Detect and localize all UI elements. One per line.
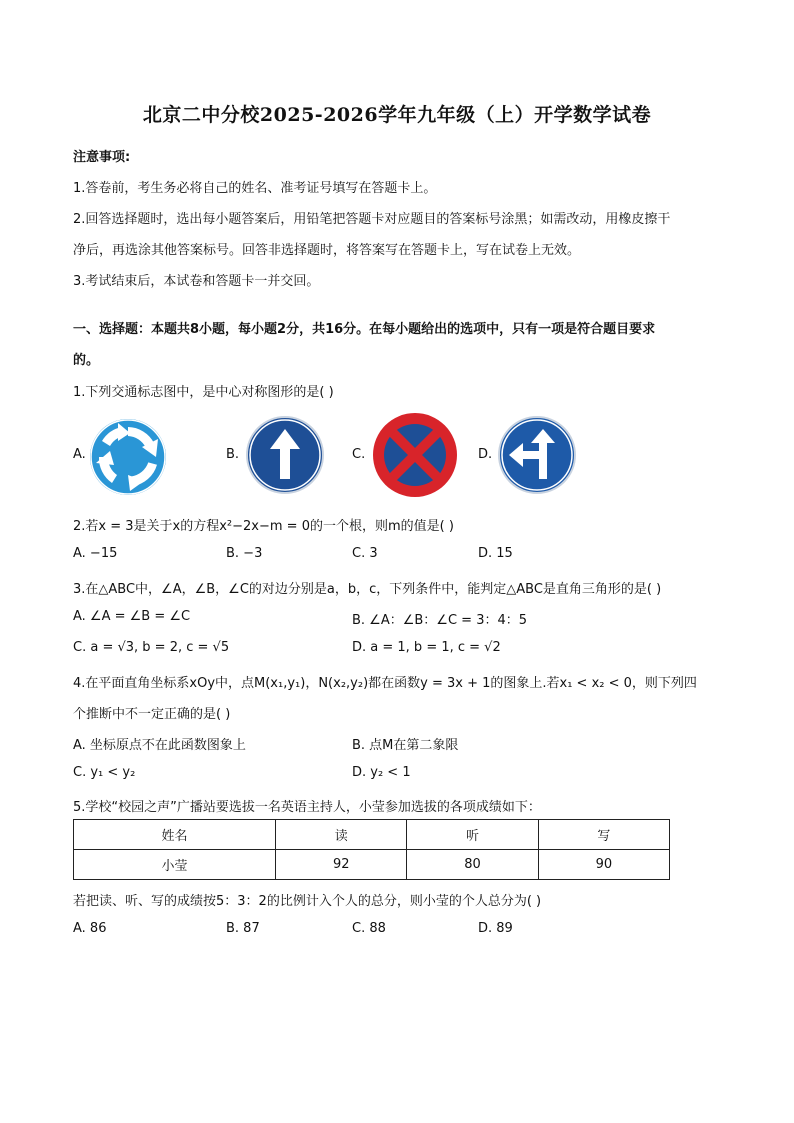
table-header-cell: 读 xyxy=(276,820,407,850)
roundabout-sign-icon xyxy=(88,417,168,497)
question-1-stem: 1.下列交通标志图中，是中心对称图形的是( ) xyxy=(73,385,334,400)
question-3-stem: 3.在△ABC中，∠A，∠B，∠C的对边分别是a，b，c，下列条件中，能判定△ABC是直角三角形的是( ) xyxy=(73,582,662,597)
table-header-cell: 姓名 xyxy=(74,820,276,850)
table-cell: 92 xyxy=(276,850,407,880)
q2-option-c: C. 3 xyxy=(352,546,378,561)
table-row xyxy=(74,850,670,880)
q5-option-b: B. 87 xyxy=(226,921,260,936)
q3-option-a: A. ∠A = ∠B = ∠C xyxy=(73,609,191,624)
table-header-cell: 写 xyxy=(538,820,669,850)
table-cell: 小莹 xyxy=(74,850,276,880)
section-heading: 一、选择题：本题共8小题，每小题2分，共16分。在每小题给出的选项中，只有一项是符合题目要求 xyxy=(73,322,656,337)
question-2-stem: 2.若x = 3是关于x的方程x²−2x−m = 0的一个根，则m的值是( ) xyxy=(73,519,454,534)
q4-option-d: D. y₂ < 1 xyxy=(352,765,411,780)
table-header-cell: 听 xyxy=(407,820,538,850)
q1-option-c-label: C. xyxy=(352,447,366,462)
q3-option-d: D. a = 1, b = 1, c = √2 xyxy=(352,640,501,655)
straight-ahead-sign-icon xyxy=(245,415,325,495)
q5-option-d: D. 89 xyxy=(478,921,513,936)
q2-option-a: A. −15 xyxy=(73,546,118,561)
page-title: 北京二中分校2025-2026学年九年级（上）开学数学试卷 xyxy=(142,104,652,126)
q3-option-b: B. ∠A：∠B：∠C = 3：4：5 xyxy=(352,613,528,628)
no-stopping-sign-icon xyxy=(372,412,458,498)
question-5-question: 若把读、听、写的成绩按5：3：2的比例计入个人的总分，则小莹的个人总分为( ) xyxy=(73,894,542,909)
straight-or-left-sign-icon xyxy=(497,415,577,495)
q4-option-b: B. 点M在第二象限 xyxy=(352,738,459,753)
notice-item-3: 3.考试结束后，本试卷和答题卡一并交回。 xyxy=(73,274,320,289)
q5-option-c: C. 88 xyxy=(352,921,386,936)
table-cell: 80 xyxy=(407,850,538,880)
score-table xyxy=(73,819,670,880)
table-cell: 90 xyxy=(538,850,669,880)
question-4-stem: 4.在平面直角坐标系xOy中，点M(x₁,y₁)，N(x₂,y₂)都在函数y = 3x + 1的图象上.若x₁ < x₂ < 0，则下列四 xyxy=(73,676,697,691)
q1-option-d-label: D. xyxy=(478,447,493,462)
q2-option-b: B. −3 xyxy=(226,546,263,561)
notice-item-2-cont: 净后，再选涂其他答案标号。回答非选择题时，将答案写在答题卡上，写在试卷上无效。 xyxy=(73,243,581,258)
q3-option-c: C. a = √3, b = 2, c = √5 xyxy=(73,640,230,655)
section-heading-cont: 的。 xyxy=(73,353,100,368)
q4-option-c: C. y₁ < y₂ xyxy=(73,765,136,780)
notice-item-1: 1.答卷前，考生务必将自己的姓名、准考证号填写在答题卡上。 xyxy=(73,181,437,196)
q5-option-a: A. 86 xyxy=(73,921,107,936)
question-5-stem: 5.学校“校园之声”广播站要选拔一名英语主持人，小莹参加选拔的各项成绩如下： xyxy=(73,800,541,815)
q1-option-a-label: A. xyxy=(73,447,86,462)
q2-option-d: D. 15 xyxy=(478,546,513,561)
notice-item-2: 2.回答选择题时，选出每小题答案后，用铅笔把答题卡对应题目的答案标号涂黑；如需改动，用橡皮擦干 xyxy=(73,212,671,227)
q1-option-b-label: B. xyxy=(226,447,240,462)
question-4-stem-cont: 个推断中不一定正确的是( ) xyxy=(73,707,231,722)
q4-option-a: A. 坐标原点不在此函数图象上 xyxy=(73,738,246,753)
table-header-row xyxy=(74,820,670,850)
notice-heading: 注意事项: xyxy=(73,150,131,165)
